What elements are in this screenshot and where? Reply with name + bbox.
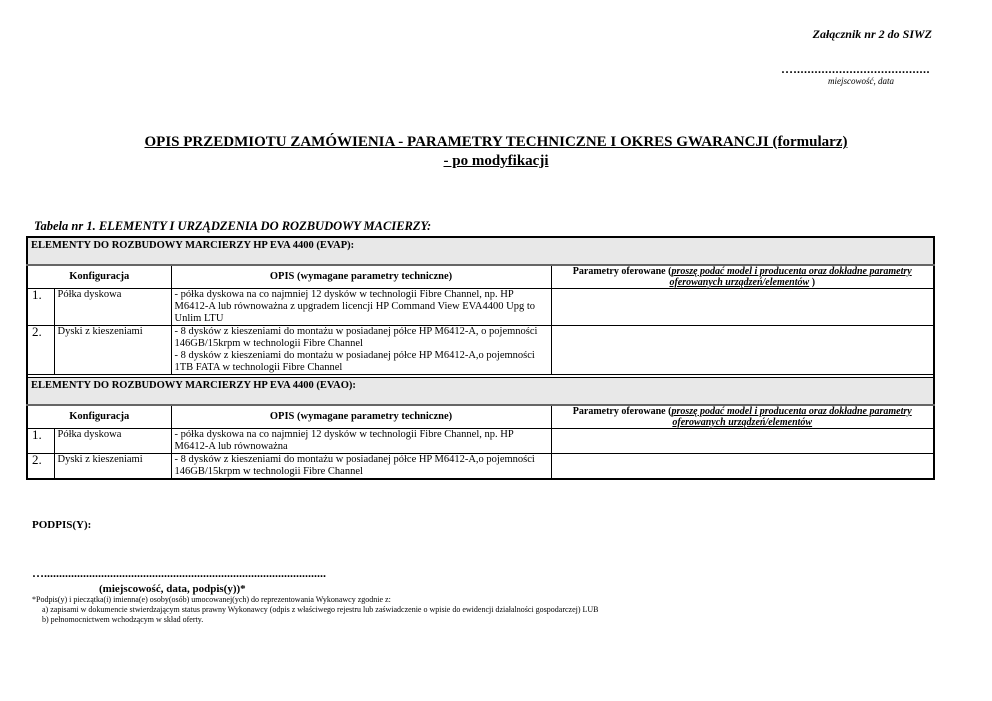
signature-dots: ….............................................................................................. xyxy=(32,566,326,580)
footnote xyxy=(32,595,599,625)
footnote-item-a: a) zapisami w dokumencie stwierdzającym status prawny Wykonawcy (odpis z właściwego rejestru lub zaświadczenie o wpisie do ewidencji działalności gospodarczej) LUB xyxy=(42,605,599,614)
row-number: 1. xyxy=(27,429,54,454)
section-title: ELEMENTY DO ROZBUDOWY MARCIERZY HP EVA 4400 (EVAO): xyxy=(27,378,934,406)
header-config: Konfiguracja xyxy=(27,405,171,429)
table-row xyxy=(27,429,934,454)
signature-label: PODPIS(Y): xyxy=(32,519,92,531)
place-date-caption: miejscowość, data xyxy=(828,76,894,86)
row-offer-field[interactable] xyxy=(551,429,934,454)
parameters-table xyxy=(26,236,935,480)
row-config: Półka dyskowa xyxy=(54,429,171,454)
row-description: - półka dyskowa na co najmniej 12 dysków w technologii Fibre Channel, np. HP M6412-A lub równoważna z upgradem licencji HP Command View EVA4400 Upg to Unlim LTU xyxy=(171,289,551,326)
row-config: Dyski z kieszeniami xyxy=(54,454,171,480)
footnote-item-b: b) pełnomocnictwem wchodzącym w skład oferty. xyxy=(42,615,204,624)
offer-header-italic: proszę podać model i producenta oraz dokładne parametry oferowanych urządzeń/elementów xyxy=(669,266,912,288)
row-offer-field[interactable] xyxy=(551,326,934,375)
header-description: OPIS (wymagane parametry techniczne) xyxy=(171,405,551,429)
header-description: OPIS (wymagane parametry techniczne) xyxy=(171,265,551,289)
offer-header-italic: proszę podać model i producenta oraz dokładne parametry oferowanych urządzeń/elementów xyxy=(671,406,912,428)
table-row xyxy=(27,289,934,326)
table-row xyxy=(27,454,934,480)
place-date-dots: …....................................... xyxy=(781,62,930,76)
section-title-row xyxy=(27,237,934,265)
offer-header-prefix: Parametry oferowane ( xyxy=(572,266,672,277)
row-description: - 8 dysków z kieszeniami do montażu w posiadanej półce HP M6412-A,o pojemności 146GB/15krpm w technologii Fibre Channel xyxy=(171,454,551,480)
table-caption: Tabela nr 1. ELEMENTY I URZĄDZENIA DO ROZBUDOWY MACIERZY: xyxy=(34,219,432,233)
row-offer-field[interactable] xyxy=(551,454,934,480)
row-number: 1. xyxy=(27,289,54,326)
section-title: ELEMENTY DO ROZBUDOWY MARCIERZY HP EVA 4400 (EVAP): xyxy=(27,237,934,265)
row-number: 2. xyxy=(27,326,54,375)
signature-caption: (miejscowość, data, podpis(y))* xyxy=(99,583,246,595)
offer-header-prefix: Parametry oferowane ( xyxy=(572,406,672,417)
header-offered-params xyxy=(551,405,934,429)
row-config: Półka dyskowa xyxy=(54,289,171,326)
table-header-row xyxy=(27,405,934,429)
row-description: - półka dyskowa na co najmniej 12 dysków w technologii Fibre Channel, np. HP M6412-A lub równoważna xyxy=(171,429,551,454)
row-description: - 8 dysków z kieszeniami do montażu w posiadanej półce HP M6412-A, o pojemności 146GB/15krpm w technologii Fibre Channel - 8 dysków z kieszeniami do montażu w posiadanej półce HP M6412-A,o pojemności 1TB FATA w technologii Fibre Channel xyxy=(171,326,551,375)
annex-label: Załącznik nr 2 do SIWZ xyxy=(812,27,932,41)
document-subtitle: - po modyfikacji xyxy=(443,153,549,169)
document-title: OPIS PRZEDMIOTU ZAMÓWIENIA - PARAMETRY TECHNICZNE I OKRES GWARANCJI (formularz) xyxy=(144,134,848,150)
footnote-intro: *Podpis(y) i pieczątka(i) imienna(e) osoby(osób) umocowanej(ych) do reprezentowania Wykonawcy zgodnie z: xyxy=(32,595,391,604)
section-title-row xyxy=(27,378,934,406)
offer-header-suffix: ) xyxy=(809,277,816,288)
table-row xyxy=(27,326,934,375)
table-header-row xyxy=(27,265,934,289)
row-offer-field[interactable] xyxy=(551,289,934,326)
header-offered-params xyxy=(551,265,934,289)
header-config: Konfiguracja xyxy=(27,265,171,289)
row-config: Dyski z kieszeniami xyxy=(54,326,171,375)
row-number: 2. xyxy=(27,454,54,480)
